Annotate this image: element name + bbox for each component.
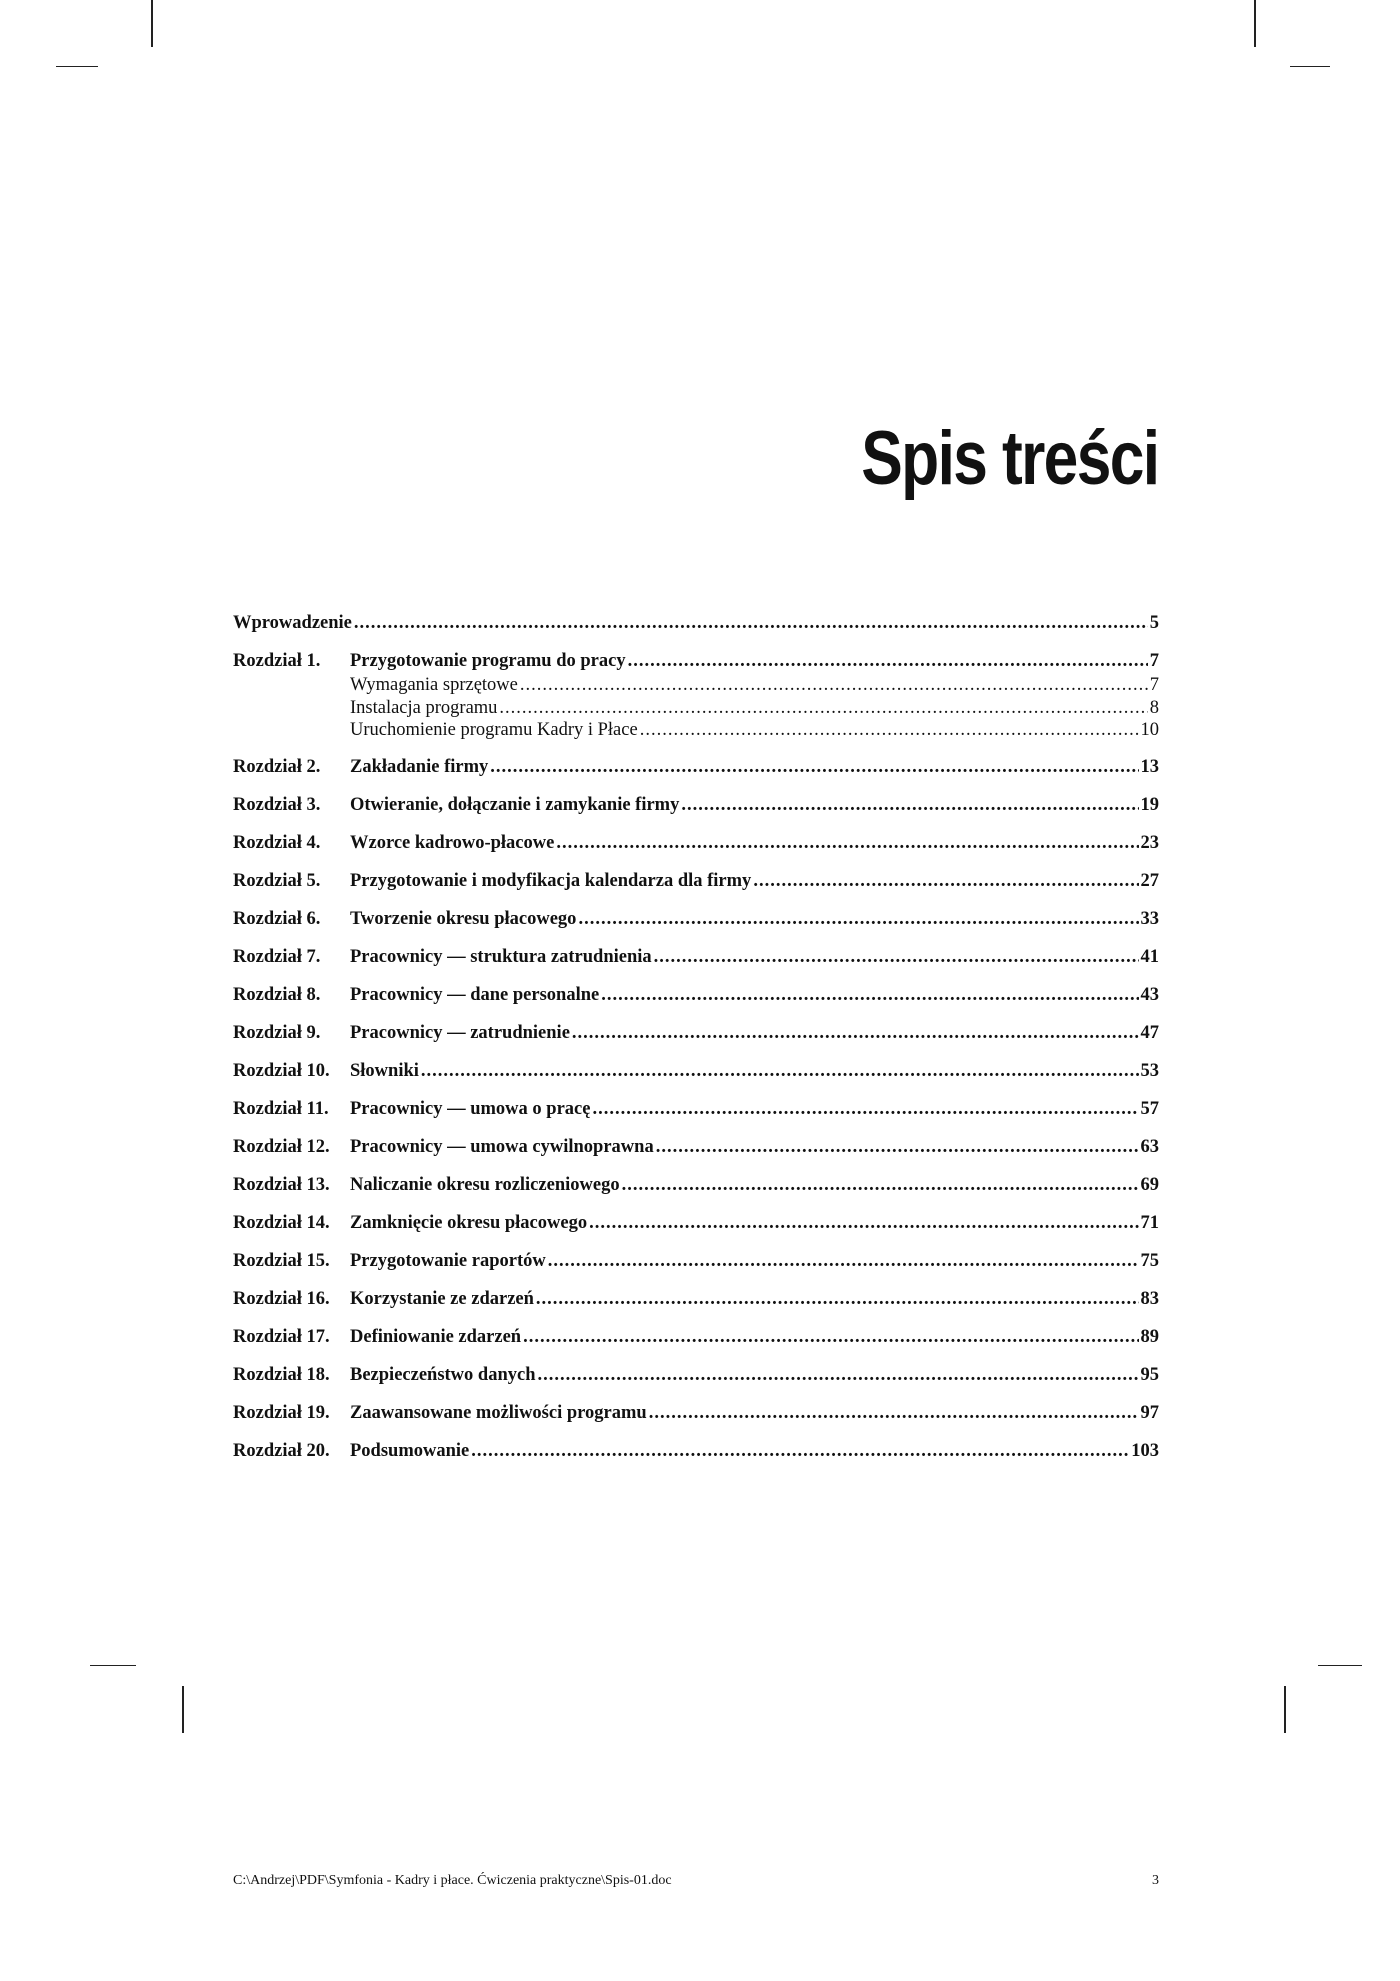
- toc-page-number: 23: [1140, 832, 1159, 853]
- toc-entry: [233, 610, 1159, 636]
- toc-leader-dots: [601, 982, 1138, 1008]
- toc-leader-dots: [592, 1096, 1138, 1122]
- toc-chapter-number: Rozdział 13.: [233, 1174, 330, 1195]
- toc-chapter-number: Rozdział 10.: [233, 1060, 330, 1081]
- toc-leader-dots: [536, 1286, 1139, 1312]
- toc-page-number: 89: [1140, 1326, 1159, 1347]
- toc-leader-dots: [548, 1248, 1139, 1274]
- toc-entry: [233, 1020, 1159, 1046]
- table-of-contents: [233, 610, 1159, 1464]
- toc-entry-title: Korzystanie ze zdarzeń: [350, 1288, 534, 1309]
- toc-page-number: 69: [1140, 1174, 1159, 1195]
- crop-mark-bottom-right-vertical: [1284, 1686, 1286, 1733]
- toc-entry: [233, 1400, 1159, 1426]
- toc-entry-title: Definiowanie zdarzeń: [350, 1326, 522, 1347]
- toc-entry-title: Przygotowanie programu do pracy: [350, 651, 626, 671]
- toc-page-number: 8: [1149, 697, 1159, 718]
- toc-chapter-number: Rozdział 1.: [233, 651, 321, 671]
- toc-entry: [233, 1438, 1159, 1464]
- toc-leader-dots: [490, 754, 1138, 780]
- toc-page-number: 57: [1140, 1098, 1159, 1119]
- toc-leader-dots: [578, 906, 1138, 932]
- toc-entry-title: Podsumowanie: [350, 1440, 470, 1461]
- toc-page-number: 27: [1140, 870, 1159, 891]
- toc-leader-dots: [520, 674, 1148, 697]
- toc-leader-dots: [572, 1020, 1139, 1046]
- toc-entry-title: Otwieranie, dołączanie i zamykanie firmy: [350, 794, 680, 815]
- toc-entry: [233, 1058, 1159, 1084]
- toc-page-number: 63: [1140, 1136, 1159, 1157]
- toc-page-number: 5: [1149, 613, 1159, 633]
- toc-page-number: 10: [1140, 720, 1159, 740]
- crop-mark-bottom-left-vertical: [182, 1686, 184, 1733]
- toc-entry-title: Pracownicy — umowa o pracę: [350, 1098, 591, 1119]
- toc-entry: [233, 754, 1159, 780]
- toc-leader-dots: [656, 1134, 1139, 1160]
- toc-entry: [233, 1134, 1159, 1160]
- toc-subentry: [233, 719, 1159, 742]
- toc-page-number: 75: [1140, 1250, 1159, 1271]
- toc-leader-dots: [681, 792, 1138, 818]
- toc-entry-title: Pracownicy — umowa cywilnoprawna: [350, 1136, 654, 1157]
- crop-mark-bottom-left-horizontal: [90, 1665, 136, 1666]
- toc-chapter-number: Rozdział 7.: [233, 946, 321, 967]
- toc-leader-dots: [622, 1172, 1139, 1198]
- toc-entry-title: Naliczanie okresu rozliczeniowego: [350, 1174, 620, 1195]
- toc-entry: [233, 792, 1159, 818]
- toc-page-number: 47: [1140, 1022, 1159, 1043]
- toc-chapter-number: Rozdział 17.: [233, 1326, 330, 1347]
- toc-chapter-number: Rozdział 2.: [233, 756, 321, 777]
- toc-chapter-number: Rozdział 3.: [233, 794, 321, 815]
- toc-subentry: [233, 697, 1159, 720]
- toc-leader-dots: [523, 1324, 1138, 1350]
- toc-page-number: 103: [1131, 1440, 1159, 1461]
- toc-entry: [233, 1248, 1159, 1274]
- page-title: Spis treści: [860, 416, 1158, 501]
- toc-page-number: 7: [1149, 651, 1159, 671]
- toc-entry: [233, 830, 1159, 856]
- toc-page-number: 41: [1140, 946, 1159, 967]
- toc-page-number: 95: [1140, 1364, 1159, 1385]
- toc-leader-dots: [589, 1210, 1138, 1236]
- toc-chapter-number: Rozdział 5.: [233, 870, 321, 891]
- toc-entry: [233, 648, 1159, 674]
- crop-mark-top-left-horizontal: [56, 66, 98, 67]
- toc-entry: [233, 944, 1159, 970]
- toc-leader-dots: [654, 944, 1139, 970]
- page-footer: [233, 1873, 1159, 1889]
- toc-entry-title: Pracownicy — zatrudnienie: [350, 1022, 570, 1043]
- toc-entry-title: Pracownicy — struktura zatrudnienia: [350, 946, 652, 967]
- toc-chapter-number: Rozdział 16.: [233, 1288, 330, 1309]
- toc-leader-dots: [628, 648, 1148, 674]
- toc-entry-title: Zamknięcie okresu płacowego: [350, 1212, 588, 1233]
- toc-chapter-number: Rozdział 11.: [233, 1098, 329, 1119]
- toc-chapter-number: Rozdział 4.: [233, 832, 321, 853]
- toc-entry-title: Pracownicy — dane personalne: [350, 984, 600, 1005]
- toc-page-number: 7: [1149, 675, 1159, 695]
- toc-chapter-number: Rozdział 12.: [233, 1136, 330, 1157]
- footer-page-number: 3: [1152, 1873, 1159, 1888]
- toc-leader-dots: [640, 719, 1139, 742]
- toc-page-number: 97: [1140, 1402, 1159, 1423]
- toc-leader-dots: [538, 1362, 1139, 1388]
- toc-chapter-number: Rozdział 15.: [233, 1250, 330, 1271]
- toc-leader-dots: [753, 868, 1138, 894]
- toc-leader-dots: [556, 830, 1138, 856]
- crop-mark-top-left-vertical: [151, 0, 153, 47]
- toc-chapter-number: Rozdział 14.: [233, 1212, 330, 1233]
- crop-mark-bottom-right-horizontal: [1318, 1665, 1362, 1666]
- crop-mark-top-right-vertical: [1254, 0, 1256, 47]
- toc-page-number: 13: [1140, 756, 1159, 777]
- toc-entry-title: Przygotowanie i modyfikacja kalendarza dla firmy: [350, 870, 752, 891]
- toc-entry: [233, 1096, 1159, 1122]
- toc-entry-title: Tworzenie okresu płacowego: [350, 908, 577, 929]
- toc-entry-title: Instalacja programu: [350, 697, 498, 718]
- toc-entry: [233, 982, 1159, 1008]
- toc-entry-title: Zakładanie firmy: [350, 756, 489, 777]
- toc-entry-title: Wprowadzenie: [233, 613, 352, 633]
- crop-mark-top-right-horizontal: [1290, 66, 1330, 67]
- toc-chapter-number: Rozdział 18.: [233, 1364, 330, 1385]
- toc-entry: [233, 1286, 1159, 1312]
- toc-entry-title: Wymagania sprzętowe: [350, 675, 518, 695]
- toc-chapter-number: Rozdział 8.: [233, 984, 321, 1005]
- toc-leader-dots: [354, 610, 1148, 636]
- toc-entry-title: Przygotowanie raportów: [350, 1250, 546, 1271]
- toc-entry: [233, 1172, 1159, 1198]
- toc-entry-title: Wzorce kadrowo-płacowe: [350, 832, 555, 853]
- toc-entry: [233, 906, 1159, 932]
- toc-subentry: [233, 674, 1159, 697]
- toc-page-number: 71: [1140, 1212, 1159, 1233]
- toc-chapter-number: Rozdział 19.: [233, 1402, 330, 1423]
- toc-chapter-number: Rozdział 9.: [233, 1022, 321, 1043]
- toc-entry: [233, 1210, 1159, 1236]
- toc-entry: [233, 1324, 1159, 1350]
- toc-entry-title: Zaawansowane możliwości programu: [350, 1402, 647, 1423]
- toc-page-number: 83: [1140, 1288, 1159, 1309]
- toc-entry-title: Uruchomienie programu Kadry i Płace: [350, 720, 638, 740]
- footer-file-path: C:\Andrzej\PDF\Symfonia - Kadry i płace. Ćwiczenia praktyczne\Spis-01.doc: [233, 1873, 672, 1888]
- toc-page-number: 53: [1140, 1060, 1159, 1081]
- toc-leader-dots: [471, 1438, 1129, 1464]
- toc-chapter-number: Rozdział 6.: [233, 908, 321, 929]
- toc-leader-dots: [499, 697, 1147, 720]
- toc-chapter-number: Rozdział 20.: [233, 1440, 330, 1461]
- toc-page-number: 19: [1140, 794, 1159, 815]
- toc-entry-title: Słowniki: [350, 1060, 419, 1081]
- toc-page-number: 33: [1140, 908, 1159, 929]
- toc-entry: [233, 868, 1159, 894]
- toc-leader-dots: [649, 1400, 1139, 1426]
- toc-page-number: 43: [1140, 984, 1159, 1005]
- toc-entry-title: Bezpieczeństwo danych: [350, 1364, 536, 1385]
- toc-entry: [233, 1362, 1159, 1388]
- toc-leader-dots: [421, 1058, 1139, 1084]
